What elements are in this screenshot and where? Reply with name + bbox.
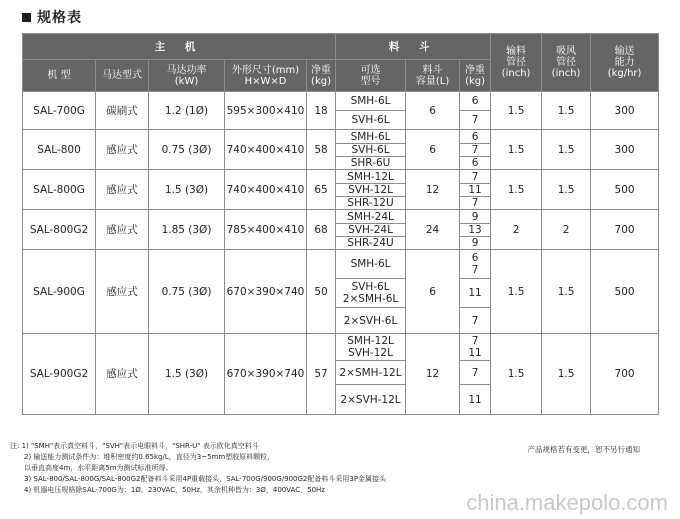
cell-hopper-weight: 13 [460,224,491,237]
cell-hopper-weight: 6 [460,92,491,111]
table-row [23,170,659,184]
cell-hopper-model: SMH-24L [336,210,406,224]
cell-net-weight: 57 [307,334,336,415]
cell-dimensions: 670×390×740 [225,334,307,415]
watermark: china.makepolo.com [466,490,668,515]
cell-feed-pipe: 2 [491,210,542,250]
cell-hopper-model: 2×SVH-12L [336,385,406,415]
page-title [22,8,82,26]
col-motor-power: 马达功率 (kW) [149,60,225,92]
col-suction-pipe: 吸风 管径 (inch) [542,34,591,92]
cell-model: SAL-800 [23,130,96,170]
cell-hopper-weight: 6 7 [460,250,491,279]
col-hopper-capacity: 料斗 容量(L) [406,60,460,92]
cell-hopper-model: SVH-24L [336,224,406,237]
cell-suction-pipe: 1.5 [542,170,591,210]
spec-table [22,33,659,415]
cell-capacity: 500 [591,250,659,334]
cell-motor-type: 感应式 [96,250,149,334]
cell-dimensions: 740×400×410 [225,130,307,170]
cell-suction-pipe: 2 [542,210,591,250]
cell-hopper-model: SMH-12L SVH-12L [336,334,406,361]
cell-feed-pipe: 1.5 [491,170,542,210]
cell-hopper-model: SVH-12L [336,184,406,197]
cell-capacity: 700 [591,334,659,415]
table-row [23,334,659,361]
footnotes [10,441,386,496]
footnote-3: 3) SAL-800/SAL-800G/SAL-800G2配备料斗采用4P重载接头，SAL-700G/900G/900G2配备料斗采用3P金属接头 [24,475,387,483]
cell-suction-pipe: 1.5 [542,130,591,170]
cell-hopper-weight: 11 [460,385,491,415]
cell-motor-type: 碳刷式 [96,92,149,130]
cell-hopper-capacity: 6 [406,92,460,130]
cell-hopper-weight: 7 [460,361,491,385]
col-feed-pipe: 输料 管径 (inch) [491,34,542,92]
col-dimensions: 外形尺寸(mm) H×W×D [225,60,307,92]
cell-hopper-weight: 9 [460,210,491,224]
cell-net-weight: 58 [307,130,336,170]
spec-table-body [23,92,659,415]
cell-hopper-model: SVH-6L [336,111,406,130]
cell-feed-pipe: 1.5 [491,334,542,415]
cell-capacity: 300 [591,130,659,170]
cell-hopper-model: SVH-6L 2×SMH-6L [336,279,406,308]
cell-hopper-model: SVH-6L [336,144,406,157]
footnote-2: 2) 输送能力测试条件为：堆积密度约0.65kg/L，直径为3~5mm塑胶原料颗粒， [24,453,275,461]
cell-motor-type: 感应式 [96,130,149,170]
col-hopper-model: 可选 型号 [336,60,406,92]
cell-capacity: 500 [591,170,659,210]
cell-motor-type: 感应式 [96,170,149,210]
cell-hopper-model: SMH-6L [336,92,406,111]
col-motor-type: 马达型式 [96,60,149,92]
col-model: 机 型 [23,60,96,92]
cell-suction-pipe: 1.5 [542,250,591,334]
cell-model: SAL-800G2 [23,210,96,250]
cell-motor-power: 1.5 (3Ø) [149,170,225,210]
cell-hopper-weight: 7 11 [460,334,491,361]
cell-motor-power: 1.85 (3Ø) [149,210,225,250]
cell-hopper-weight: 11 [460,184,491,197]
cell-hopper-model: SHR-12U [336,197,406,210]
cell-capacity: 300 [591,92,659,130]
cell-motor-power: 0.75 (3Ø) [149,130,225,170]
cell-feed-pipe: 1.5 [491,130,542,170]
cell-hopper-weight: 7 [460,111,491,130]
table-row [23,130,659,144]
cell-feed-pipe: 1.5 [491,250,542,334]
cell-hopper-weight: 6 [460,157,491,170]
cell-motor-power: 1.5 (3Ø) [149,334,225,415]
cell-dimensions: 785×400×410 [225,210,307,250]
col-capacity: 输送 能力 (kg/hr) [591,34,659,92]
cell-net-weight: 18 [307,92,336,130]
cell-hopper-model: SMH-6L [336,250,406,279]
disclaimer: 产品规格若有变更，恕不另行通知 [527,445,640,454]
cell-hopper-weight: 7 [460,170,491,184]
cell-hopper-weight: 6 [460,130,491,144]
cell-dimensions: 740×400×410 [225,170,307,210]
table-row [23,92,659,111]
cell-hopper-capacity: 12 [406,334,460,415]
cell-motor-power: 0.75 (3Ø) [149,250,225,334]
cell-hopper-weight: 7 [460,308,491,334]
footnote-4: 4) 机器电压规格除SAL-700G为：1Ø，230VAC，50Hz，其余机种皆为：3Ø，400VAC，50Hz [24,486,325,494]
cell-hopper-model: 2×SVH-6L [336,308,406,334]
cell-model: SAL-700G [23,92,96,130]
cell-hopper-model: 2×SMH-12L [336,361,406,385]
col-net-weight: 净重 (kg) [307,60,336,92]
cell-hopper-capacity: 12 [406,170,460,210]
cell-suction-pipe: 1.5 [542,92,591,130]
cell-net-weight: 68 [307,210,336,250]
cell-hopper-weight: 7 [460,144,491,157]
cell-hopper-model: SHR-6U [336,157,406,170]
footnote-2-cont: 以垂直高度4m，水平距离5m为测试标准所得。 [24,464,173,472]
col-hopper-weight: 净重 (kg) [460,60,491,92]
cell-hopper-weight: 9 [460,237,491,250]
cell-hopper-weight: 11 [460,279,491,308]
cell-motor-power: 1.2 (1Ø) [149,92,225,130]
title-square-icon [22,13,31,22]
cell-motor-type: 感应式 [96,210,149,250]
footnote-1: 注: 1) "SMH"表示真空料斗，"SVH"表示电眼料斗，"SHR-U" 表示欧化真空料斗 [10,442,259,450]
cell-hopper-model: SMH-12L [336,170,406,184]
cell-model: SAL-900G2 [23,334,96,415]
cell-suction-pipe: 1.5 [542,334,591,415]
cell-motor-type: 感应式 [96,334,149,415]
cell-dimensions: 595×300×410 [225,92,307,130]
cell-model: SAL-900G [23,250,96,334]
cell-hopper-capacity: 6 [406,130,460,170]
cell-capacity: 700 [591,210,659,250]
cell-hopper-model: SHR-24U [336,237,406,250]
table-row [23,210,659,224]
cell-feed-pipe: 1.5 [491,92,542,130]
cell-hopper-model: SMH-6L [336,130,406,144]
cell-hopper-capacity: 24 [406,210,460,250]
group-header-main: 主 机 [23,34,336,60]
cell-dimensions: 670×390×740 [225,250,307,334]
title-text: 规格表 [37,10,82,26]
cell-hopper-capacity: 6 [406,250,460,334]
group-header-hopper: 料 斗 [336,34,491,60]
table-row [23,250,659,279]
cell-model: SAL-800G [23,170,96,210]
cell-net-weight: 65 [307,170,336,210]
cell-hopper-weight: 7 [460,197,491,210]
cell-net-weight: 50 [307,250,336,334]
